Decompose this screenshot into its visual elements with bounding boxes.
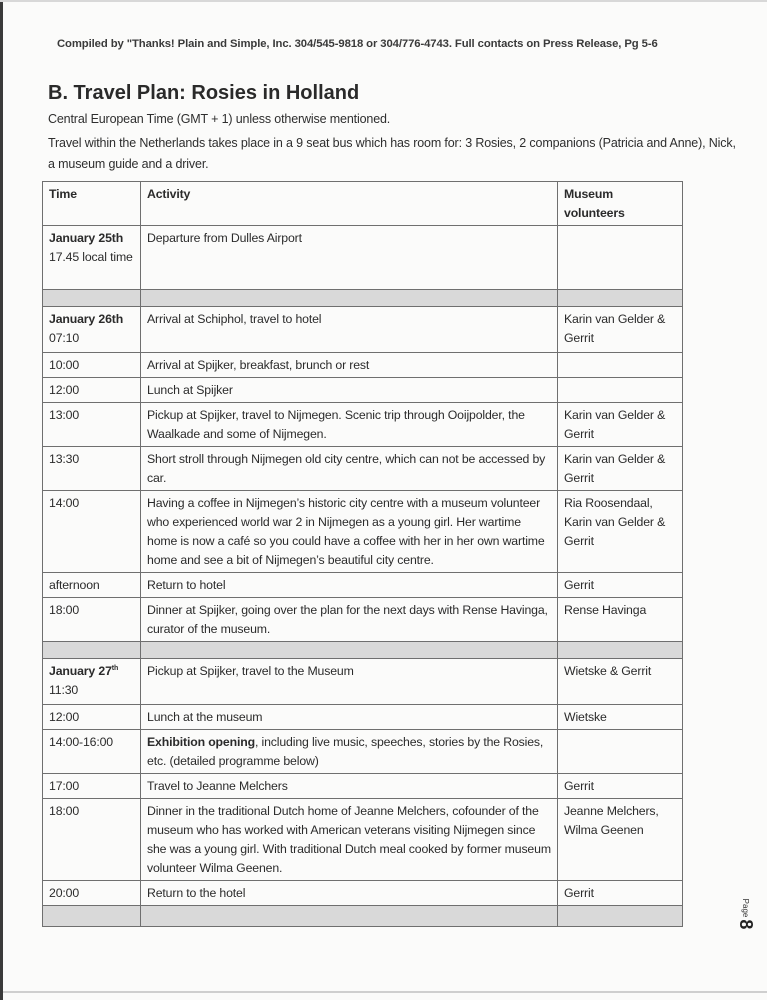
- page-title: B. Travel Plan: Rosies in Holland: [48, 82, 360, 104]
- time-cell: [43, 226, 141, 290]
- volunteers-cell: [558, 353, 683, 378]
- volunteers-cell: Gerrit: [558, 881, 683, 906]
- activity-cell: Travel to Jeanne Melchers: [141, 774, 558, 799]
- scan-bottom-edge: [3, 991, 767, 993]
- volunteers-cell: Karin van Gelder & Gerrit: [558, 447, 683, 491]
- volunteers-cell: [558, 378, 683, 403]
- table-row: [43, 226, 683, 290]
- table-row: [43, 705, 683, 730]
- activity-text: , including live music, speeches, stories by the Rosies, etc. (detailed programme below): [147, 735, 544, 768]
- volunteers-cell: Wietske: [558, 705, 683, 730]
- table-header-row: [43, 182, 683, 226]
- day-separator: [43, 642, 683, 659]
- page-number-value: 8: [736, 919, 757, 930]
- time-cell: 12:00: [43, 378, 141, 403]
- table-row: [43, 573, 683, 598]
- table-row: [43, 659, 683, 705]
- activity-highlight: Exhibition opening: [147, 735, 255, 749]
- table-row: [43, 598, 683, 642]
- date-label: [49, 664, 118, 678]
- time-cell: [43, 659, 141, 705]
- table-row: [43, 491, 683, 573]
- scan-left-edge: [0, 0, 3, 1000]
- activity-cell: Dinner in the traditional Dutch home of Jeanne Melchers, cofounder of the museum who has worked with American veterans visiting Nijmegen since she was a young girl. With traditional Dutch meal cooked by former museum volunteer Wilma Geenen.: [141, 799, 558, 881]
- volunteers-cell: Gerrit: [558, 774, 683, 799]
- day-separator: [43, 906, 683, 927]
- page-word: Page: [741, 898, 751, 918]
- activity-cell: Departure from Dulles Airport: [141, 226, 558, 290]
- travel-plan-table: [42, 181, 683, 927]
- activity-cell: Return to hotel: [141, 573, 558, 598]
- table-row: [43, 353, 683, 378]
- volunteers-cell: Karin van Gelder & Gerrit: [558, 403, 683, 447]
- activity-cell: Lunch at Spijker: [141, 378, 558, 403]
- volunteers-cell: Wietske & Gerrit: [558, 659, 683, 705]
- activity-cell: Pickup at Spijker, travel to Nijmegen. Scenic trip through Ooijpolder, the Waalkade and some of Nijmegen.: [141, 403, 558, 447]
- table-row: [43, 799, 683, 881]
- time-cell: [43, 307, 141, 353]
- volunteers-cell: [558, 226, 683, 290]
- volunteers-cell: Gerrit: [558, 573, 683, 598]
- activity-cell: Short stroll through Nijmegen old city centre, which can not be accessed by car.: [141, 447, 558, 491]
- travel-note: Travel within the Netherlands takes place in a 9 seat bus which has room for: 3 Rosies, 2 companions (Patricia and Anne), Nick, a museum guide and a driver.: [48, 136, 736, 171]
- time-cell: 17:00: [43, 774, 141, 799]
- time-cell: 20:00: [43, 881, 141, 906]
- activity-cell: Arrival at Schiphol, travel to hotel: [141, 307, 558, 353]
- volunteers-cell: [558, 730, 683, 774]
- date-label: January 25th: [49, 231, 124, 245]
- date-label: January 26th: [49, 312, 124, 326]
- table-row: [43, 307, 683, 353]
- volunteers-cell: Rense Havinga: [558, 598, 683, 642]
- timezone-note: Central European Time (GMT + 1) unless otherwise mentioned.: [48, 112, 391, 126]
- page-number: [721, 899, 767, 929]
- header-volunteers: [558, 182, 683, 226]
- day-separator: [43, 290, 683, 307]
- time-cell: 14:00: [43, 491, 141, 573]
- volunteers-cell: Karin van Gelder & Gerrit: [558, 307, 683, 353]
- activity-cell: [141, 730, 558, 774]
- time-label: 17.45 local time: [49, 250, 133, 264]
- scan-top-edge: [0, 0, 767, 2]
- time-label: 07:10: [49, 331, 80, 345]
- activity-cell: Return to the hotel: [141, 881, 558, 906]
- header-time: Time: [43, 182, 141, 226]
- activity-cell: Lunch at the museum: [141, 705, 558, 730]
- header-volunteers-line2: volunteers: [564, 206, 625, 220]
- date-main: January 27: [49, 664, 112, 678]
- activity-cell: Dinner at Spijker, going over the plan for the next days with Rense Havinga, curator of the museum.: [141, 598, 558, 642]
- table-row: [43, 774, 683, 799]
- activity-cell: Arrival at Spijker, breakfast, brunch or rest: [141, 353, 558, 378]
- time-cell: 10:00: [43, 353, 141, 378]
- table-row: [43, 403, 683, 447]
- activity-cell: Having a coffee in Nijmegen’s historic city centre with a museum volunteer who experienced world war 2 in Nijmegen as a young girl. Her wartime home is now a café so you could have a coffee with her in her own wartime home and see a bit of Nijmegen’s beautiful city centre.: [141, 491, 558, 573]
- table-row: [43, 881, 683, 906]
- time-cell: 12:00: [43, 705, 141, 730]
- time-cell: 13:30: [43, 447, 141, 491]
- volunteers-cell: Ria Roosendaal, Karin van Gelder & Gerrit: [558, 491, 683, 573]
- table-row: [43, 730, 683, 774]
- table-row: [43, 378, 683, 403]
- time-label: 11:30: [49, 683, 79, 697]
- activity-cell: Pickup at Spijker, travel to the Museum: [141, 659, 558, 705]
- compiled-by-header: Compiled by "Thanks! Plain and Simple, Inc. 304/545-9818 or 304/776-4743. Full contacts on Press Release, Pg 5-6: [57, 38, 658, 50]
- time-cell: 14:00-16:00: [43, 730, 141, 774]
- time-cell: afternoon: [43, 573, 141, 598]
- time-cell: 18:00: [43, 799, 141, 881]
- header-activity: Activity: [141, 182, 558, 226]
- header-volunteers-line1: Museum: [564, 187, 613, 201]
- time-cell: 18:00: [43, 598, 141, 642]
- volunteers-cell: Jeanne Melchers, Wilma Geenen: [558, 799, 683, 881]
- time-cell: 13:00: [43, 403, 141, 447]
- table-row: [43, 447, 683, 491]
- date-suffix: th: [111, 665, 119, 672]
